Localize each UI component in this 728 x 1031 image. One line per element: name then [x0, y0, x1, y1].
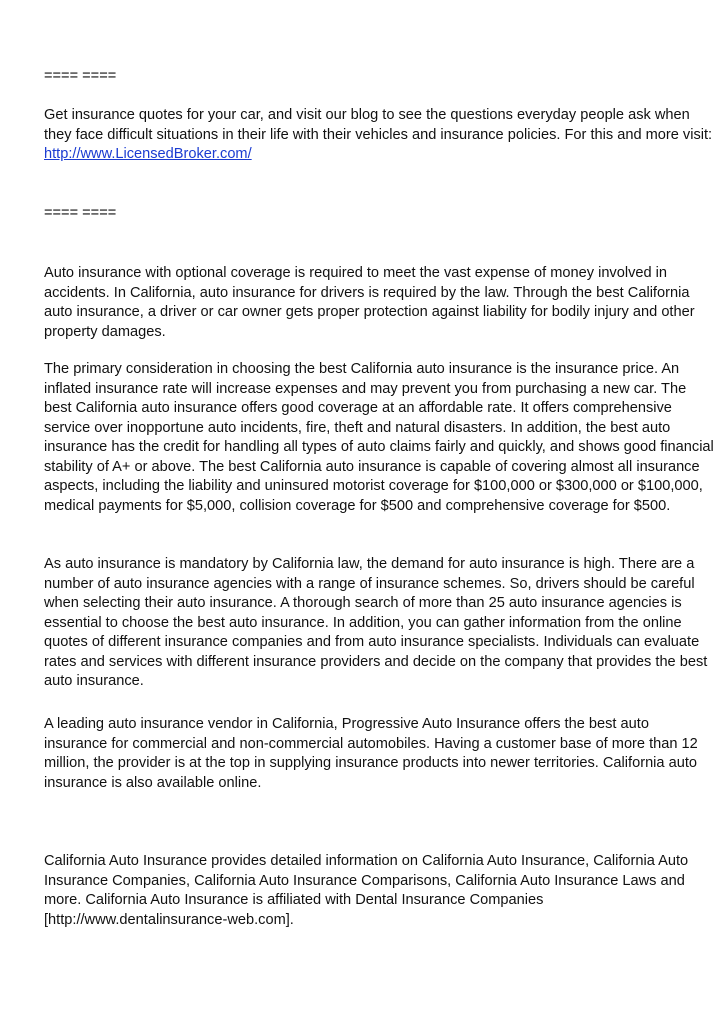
article-paragraph-2: The primary consideration in choosing the best California auto insurance is the insurance price. An inflated insurance rate will increase expenses and may prevent you from purchasing a new car. The best California auto insurance offers good coverage at an affordable rate. It offers comprehensive service over inopportune auto incidents, fire, theft and natural disasters. In addition, the best auto insurance has the credit for handling all types of auto claims fairly and quickly, and shows good financial stability of A+ or above. The best California auto insurance is capable of covering almost all insurance aspects, including the liability and uninsured motorist coverage for $100,000 or $300,000 or $100,000, medical payments for $5,000, collision coverage for $500 and comprehensive coverage for $500. [44, 361, 714, 514]
intro-section [44, 106, 714, 165]
divider-top: ==== ==== [44, 68, 117, 84]
article-paragraph-4: A leading auto insurance vendor in California, Progressive Auto Insurance offers the best auto insurance for commercial and non-commercial automobiles. Having a customer base of more than 12 million, the provider is at the top in supplying insurance products into newer territories. California auto insurance is also available online. [44, 716, 698, 791]
article-paragraph-1: Auto insurance with optional coverage is required to meet the vast expense of money involved in accidents. In California, auto insurance for drivers is required by the law. Through the best California auto insurance, a driver or car owner gets proper protection against liability for bodily injury and other property damages. [44, 265, 695, 340]
article-paragraph-3: As auto insurance is mandatory by California law, the demand for auto insurance is high. There are a number of auto insurance agencies with a range of insurance schemes. So, drivers should be careful when selecting their auto insurance. A thorough search of more than 25 auto insurance agencies is essential to choose the best auto insurance. In addition, you can gather information from the online quotes of different insurance companies and from auto insurance specialists. Individuals can evaluate rates and services with different insurance providers and decide on the company that provides the best auto insurance. [44, 556, 708, 689]
divider-bottom: ==== ==== [44, 205, 117, 221]
licensed-broker-link[interactable]: http://www.LicensedBroker.com/ [44, 146, 252, 162]
author-resource-box: California Auto Insurance provides detailed information on California Auto Insurance, California Auto Insurance Companies, California Auto Insurance Comparisons, California Auto Insurance Laws and more. California Auto Insurance is affiliated with Dental Insurance Companies [http://www.dentalinsurance-web.com]. [44, 853, 689, 928]
intro-text: Get insurance quotes for your car, and visit our blog to see the questions everyday people ask when they face difficult situations in their life with their vehicles and insurance policies. For this and more visit: [44, 107, 713, 143]
